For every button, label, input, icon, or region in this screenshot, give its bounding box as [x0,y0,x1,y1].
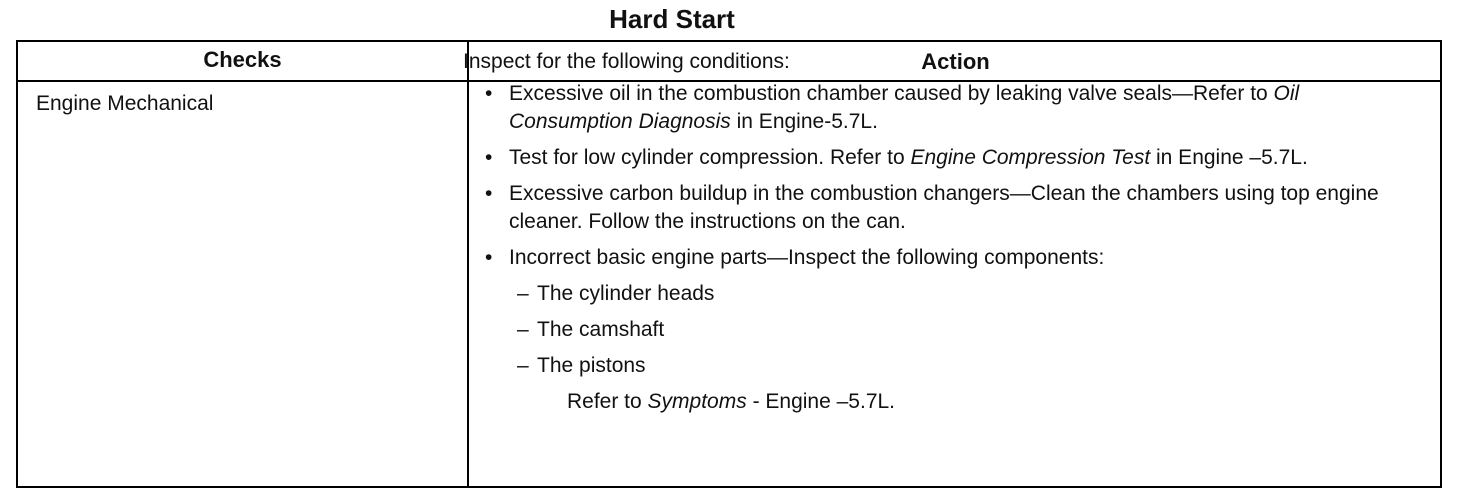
reference-link-text: Oil Consumption Diagnosis [509,82,1300,133]
action-bullet-item [463,80,1413,136]
component-subitem [463,280,1413,308]
bullet-text: in Engine-5.7L. [730,110,878,133]
bullet-marker: • [485,82,493,105]
check-cell: Engine Mechanical [36,92,214,115]
bullet-marker: • [485,146,493,169]
column-header-action: Action [921,49,990,74]
subitem-text: The cylinder heads [537,282,715,305]
bullet-text: Excessive oil in the combustion chamber caused by leaking valve seals—Refer to [509,82,1274,105]
column-header-checks: Checks [203,47,282,72]
refer-text: Refer to [567,390,648,413]
bullet-marker: • [485,246,493,269]
action-intro: Inspect for the following conditions: [463,50,790,73]
subitem-text: The camshaft [537,318,665,341]
refer-note [463,388,1413,416]
subitem-text: The pistons [537,354,646,377]
dash-marker: – [517,282,529,305]
action-bullet-item [463,180,1413,236]
action-bullet-item [463,144,1413,172]
page-title: Hard Start [609,4,735,34]
bullet-text: Test for low cylinder compression. Refer to [509,146,911,169]
bullet-text: in Engine –5.7L. [1150,146,1308,169]
action-cell [463,48,1413,416]
reference-link-text: Symptoms [647,390,747,413]
reference-link-text: Engine Compression Test [910,146,1151,169]
bullet-marker: • [485,182,493,205]
dash-marker: – [517,318,529,341]
bullet-text: Incorrect basic engine parts—Inspect the following components: [509,246,1105,269]
component-subitem [463,352,1413,380]
dash-marker: – [517,354,529,377]
refer-text: - Engine –5.7L. [746,390,896,413]
component-subitem [463,316,1413,344]
action-bullet-item [463,244,1413,272]
bullet-text: Excessive carbon buildup in the combustion changers—Clean the chambers using top engine cleaner. Follow the instructions on the can. [509,182,1379,233]
